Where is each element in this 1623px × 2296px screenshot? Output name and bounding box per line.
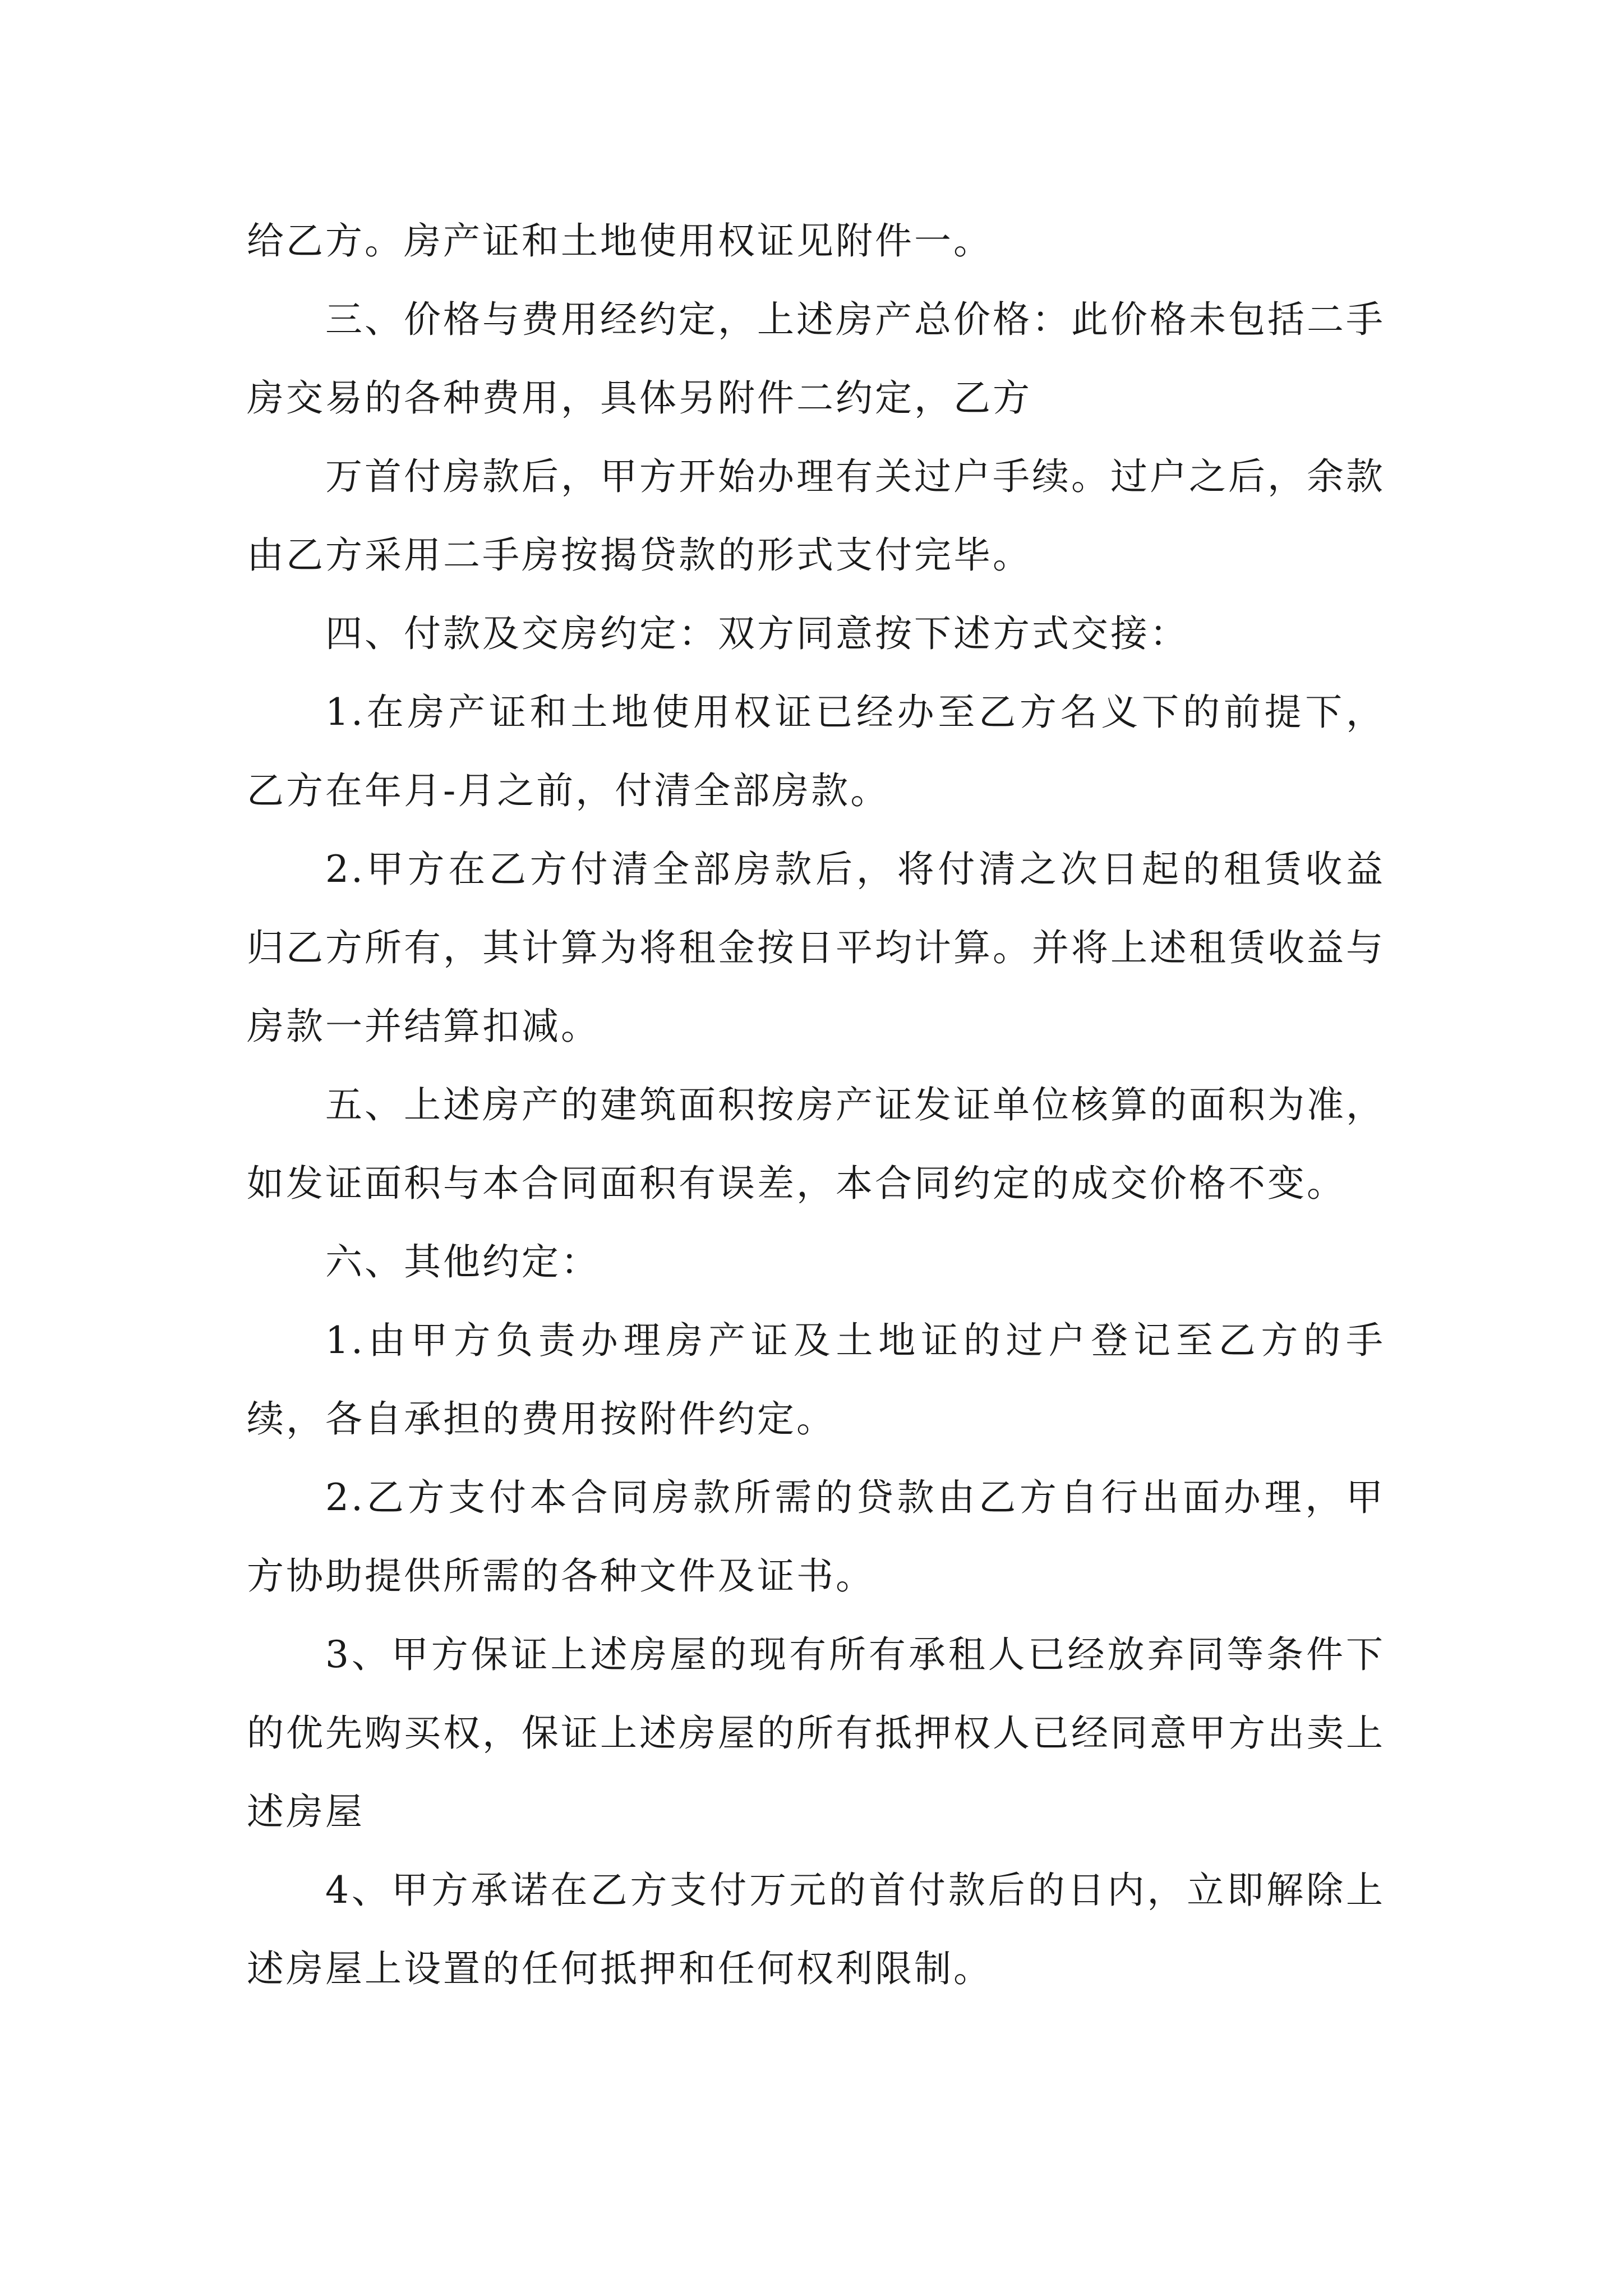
paragraph-7: 五、上述房产的建筑面积按房产证发证单位核算的面积为准，如发证面积与本合同面积有误差，本合同约定的成交价格不变。 (247, 1083, 1385, 1205)
paragraph-11: 3、甲方保证上述房屋的现有所有承租人已经放弃同等条件下的优先购买权，保证上述房屋的所有抵押权人已经同意甲方出卖上述房屋 (247, 1633, 1385, 1833)
paragraph-5: 1.在房产证和土地使用权证已经办至乙方名义下的前提下，乙方在年月-月之前，付清全部房款。 (247, 691, 1385, 812)
paragraph-3: 万首付房款后，甲方开始办理有关过户手续。过户之后，余款由乙方采用二手房按揭贷款的形式支付完毕。 (247, 455, 1385, 577)
paragraph-1: 给乙方。房产证和土地使用权证见附件一。 (247, 219, 993, 263)
document-body (247, 202, 1385, 2008)
paragraph-8: 六、其他约定： (325, 1240, 600, 1283)
paragraph-2: 三、价格与费用经约定，上述房产总价格：此价格未包括二手房交易的各种费用，具体另附件二约定，乙方 (247, 298, 1385, 420)
paragraph-6: 2.甲方在乙方付清全部房款后，将付清之次日起的租赁收益归乙方所有，其计算为将租金按日平均计算。并将上述租赁收益与房款一并结算扣减。 (247, 848, 1385, 1048)
paragraph-4: 四、付款及交房约定：双方同意按下述方式交接： (325, 612, 1189, 655)
paragraph-9: 1.由甲方负责办理房产证及土地证的过户登记至乙方的手续，各自承担的费用按附件约定。 (247, 1319, 1385, 1441)
paragraph-12: 4、甲方承诺在乙方支付万元的首付款后的日内，立即解除上述房屋上设置的任何抵押和任何权利限制。 (247, 1869, 1385, 1990)
paragraph-10: 2.乙方支付本合同房款所需的贷款由乙方自行出面办理，甲方协助提供所需的各种文件及证书。 (247, 1476, 1385, 1598)
